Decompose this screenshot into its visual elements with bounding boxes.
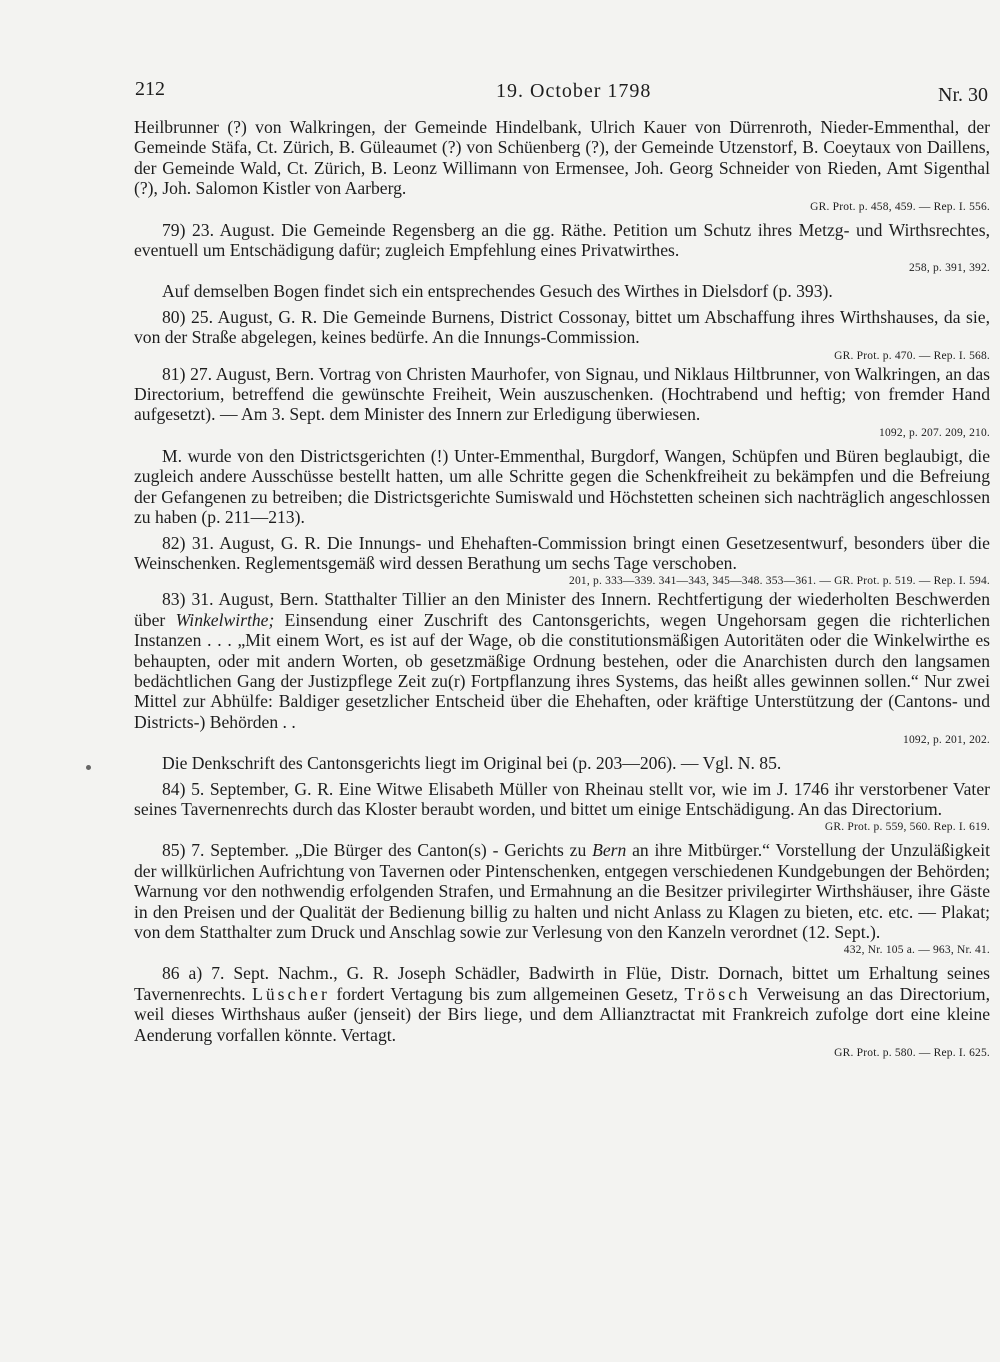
page-body [134, 117, 990, 1061]
paragraph-text: Heilbrunner (?) von Walkringen, der Gemeinde Hindelbank, Ulrich Kauer von Dürrenroth, Nieder-Emmenthal, der Gemeinde Stäfa, Ct. Zürich, B. Güleaumet (?) von Schüenberg (?), der Gemeinde Utzenstorf, B. Coeytaux von Daillens, der Gemeinde Wald, Ct. Zürich, B. Leonz Willimann von Ermensee, Joh. Georg Schneider von Rieden, Amt Sigenthal (?), Joh. Salomon Kistler von Aarberg. [134, 117, 990, 199]
entry-83 [134, 589, 990, 748]
entry-84 [134, 779, 990, 836]
paragraph-text: fordert Vertagung bis zum allgemeinen Gesetz, [329, 983, 685, 1004]
source-reference: 201, p. 333—339. 341—343, 345—348. 353—361. — GR. Prot. p. 519. — Rep. I. 594. [569, 575, 990, 588]
paragraph-text: Auf demselben Bogen findet sich ein entsprechendes Gesuch des Wirthes in Dielsdorf (p. 393). [162, 281, 833, 302]
margin-mark [86, 765, 91, 770]
source-reference: GR. Prot. p. 559, 560. Rep. I. 619. [824, 821, 990, 834]
paragraph-text: Verweisung an das Directorium, weil dieses Wirthshaus außer (jenseit) der Birs liege, und dem Allianztractat mit Frankreich zufolge dort eine kleine Aenderung vorfallen könnte. Vertagt. [134, 983, 991, 1045]
source-reference: 258, p. 391, 392. [908, 262, 990, 275]
paragraph-text: 81) 27. August, Bern. Vortrag von Christen Maurhofer, von Signau, und Niklaus Hiltbrunner, von Walkringen, an das Directorium, betreffend die gewünschte Freiheit, Wein auszuschenken. (Hochtrabend und heftig; von fremder Hand aufgesetzt). — Am 3. Sept. dem Minister des Innern zur Erledigung überwiesen. [134, 363, 990, 425]
paragraph-text: 86 a) 7. Sept. Nachm., G. R. Joseph Schädler, Badwirth in Flüe, Distr. Dornach, bittet um Erhaltung seines Tavernenrechts. [134, 963, 990, 1004]
paragraph-text: 83) 31. August, Bern. Statthalter Tillier an den Minister des Innern. Rechtfertigung der wiederholten Beschwerden über [134, 589, 990, 630]
page-number: 212 [135, 78, 165, 100]
paragraph-text: an ihre Mitbürger.“ Vorstellung der Unzuläßigkeit der willkürlichen Aufrichtung von Tavernen oder Pintenschenken, entgegen verschiedenen Kundgebungen der Behörden; Warnung vor den nothwendig erfolgenden Strafen, und Ermahnung an die Besitzer privilegirter Wirthshäuser, ihre Gäste in den Preisen und der Qualität der Bedienung billig zu halten und nicht Anlass zu Klagen zu bieten, etc. etc. — Plakat; von dem Statthalter zum Druck und Anschlag sowie zur Verlesung von den Kanzeln verordnet (12. Sept.). [134, 840, 990, 942]
paragraph-text: 82) 31. August, G. R. Die Innungs- und Ehehaften-Commission bringt einen Gesetzesentwurf, besonders über die Weinschenken. Reglementsgemäß wird dessen Berathung um sechs Tage verschoben. [134, 532, 990, 573]
emphasis-text: Winkelwirthe; [175, 609, 275, 630]
paragraph-text: 84) 5. September, G. R. Eine Witwe Elisabeth Müller von Rheinau stellt vor, wie im J. 1746 ihr verstorbener Vater seines Tavernenrechts durch das Kloster beraubt worden, und bittet um einige Entschädigung. An das Directorium. [134, 778, 990, 819]
paragraph-continuation [134, 117, 990, 215]
paragraph-text: Die Denkschrift des Cantonsgerichts liegt im Original bei (p. 203—206). — Vgl. N. 85. [162, 753, 782, 774]
source-reference: 432, Nr. 105 a. — 963, Nr. 41. [843, 944, 990, 957]
entry-82 [134, 533, 990, 590]
entry-81-note [134, 446, 990, 528]
entry-83-note [134, 753, 990, 773]
running-date: 19. October 1798 [496, 80, 652, 102]
entry-86a [134, 963, 990, 1061]
source-reference: 1092, p. 207. 209, 210. [879, 426, 990, 439]
source-reference: GR. Prot. p. 470. — Rep. I. 568. [834, 349, 990, 362]
entry-number: Nr. 30 [938, 84, 988, 106]
entry-79 [134, 220, 990, 277]
paragraph-text: Einsendung einer Zuschrift des Cantonsgerichts, wegen Ungehorsam gegen die richterlichen Instanzen . . . „Mit einem Wort, es ist auf der Wage, ob die constitutionsmäßigen Autoritäten oder die Winkelwirthe es behaupten, oder mit andern Worten, ob gesetzmäßige Ordnung bestehen, oder die Anarchisten durch den langsamen bedächtlichen Gang der Justizpflege Zeit zu(r) Fortpflanzung ihres Systems, das heißt alles gewinnen sollen.“ Nur zwei Mittel zur Abhülfe: Baldiger gesetzlicher Entscheid über die Ehehaften, oder kräftige Unterstützung der (Cantons- und Districts-) Behörden . . [134, 609, 990, 732]
emphasis-text: Bern [592, 840, 627, 861]
source-reference: GR. Prot. p. 580. — Rep. I. 625. [834, 1047, 990, 1060]
entry-85 [134, 840, 990, 958]
paragraph-text: 80) 25. August, G. R. Die Gemeinde Burnens, District Cossonay, bittet um Abschaffung ihres Wirthshauses, da sie, von der Straße abgelegen, keines bedürfe. An die Innungs-Commission. [134, 306, 990, 348]
paragraph-text: M. wurde von den Districtsgerichten (!) Unter-Emmenthal, Burgdorf, Wangen, Schüpfen und Büren beglaubigt, die zugleich andere Ausschüsse bestellt hatten, um alle Schritte gegen die Schenkfreiheit zu bekämpfen und die Befreiung der Gefangenen zu betreiben; die Districtsgerichte Sumiswald und Höchstetten scheinen sich nachträglich angeschlossen zu haben (p. 211—213). [134, 445, 990, 528]
source-reference: 1092, p. 201, 202. [903, 734, 990, 747]
page-header [0, 78, 1000, 112]
spaced-name: Lüscher [252, 983, 330, 1004]
paragraph-text: 85) 7. September. „Die Bürger des Canton(s) - Gerichts zu [162, 840, 593, 861]
entry-81 [134, 364, 990, 441]
source-reference: GR. Prot. p. 458, 459. — Rep. I. 556. [810, 200, 990, 213]
spaced-name: Trösch [684, 983, 751, 1004]
entry-80 [134, 307, 990, 364]
entry-79-note [134, 281, 990, 301]
paragraph-text: 79) 23. August. Die Gemeinde Regensberg an die gg. Räthe. Petition um Schutz ihres Metzg- und Wirthsrechtes, eventuell um Entschädigung dafür; zugleich Empfehlung eines Privatwirthes. [134, 219, 990, 261]
